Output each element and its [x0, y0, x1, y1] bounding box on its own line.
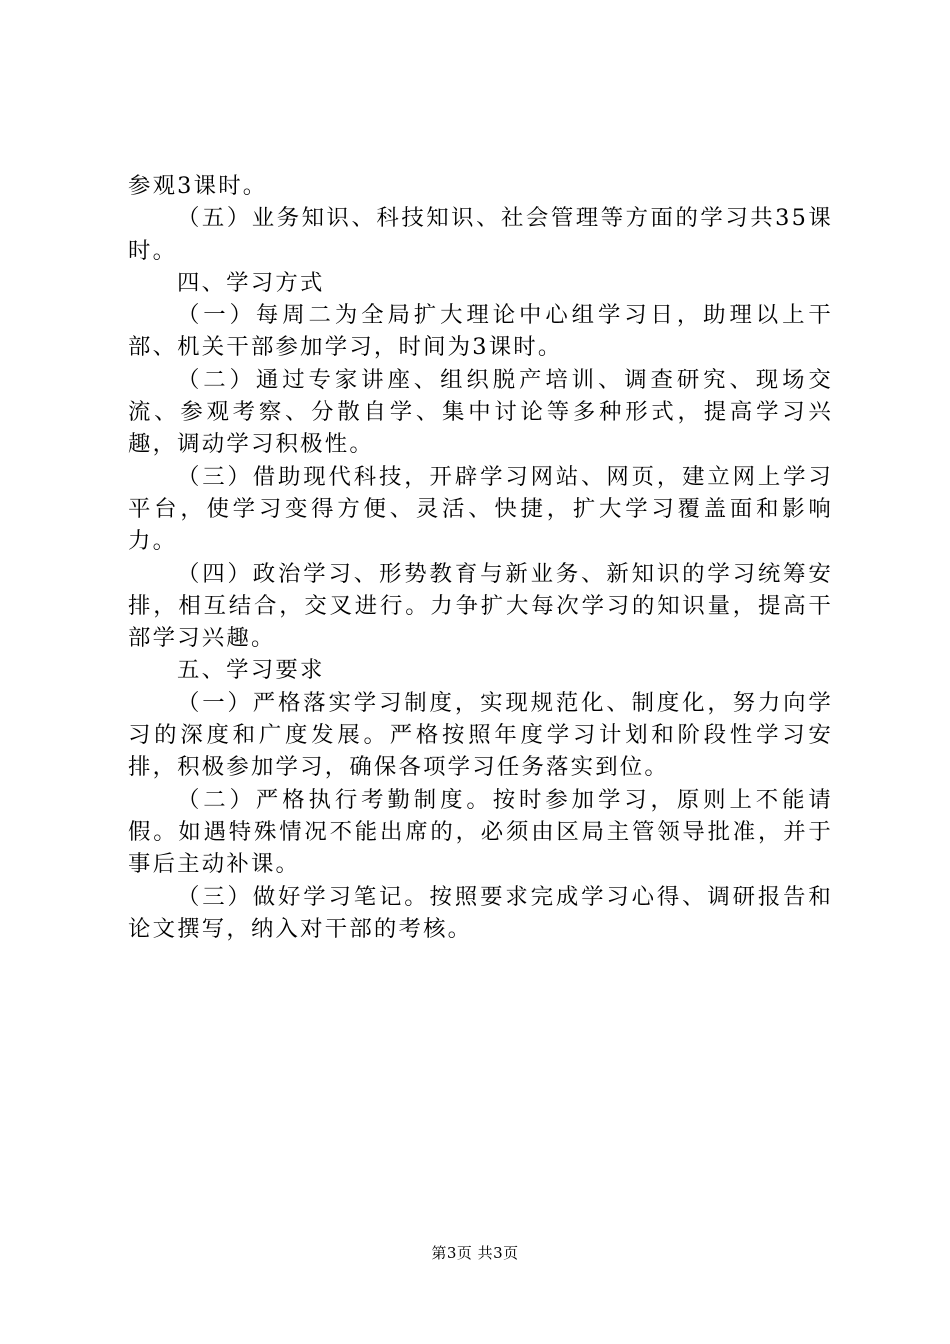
- page-footer: [0, 1243, 950, 1263]
- paragraph-requirement-three: （三）做好学习笔记。按照要求完成学习心得、调研报告和论文撰写，纳入对干部的考核。: [128, 883, 833, 942]
- document-body: [128, 170, 833, 945]
- paragraph-item-five-business-knowledge: （五）业务知识、科技知识、社会管理等方面的学习共35课时。: [128, 205, 833, 264]
- paragraph-method-three: （三）借助现代科技，开辟学习网站、网页，建立网上学习平台，使学习变得方便、灵活、快捷，扩大学习覆盖面和影响力。: [128, 463, 833, 555]
- section-heading-study-methods: 四、学习方式: [177, 269, 325, 296]
- paragraph-method-four: （四）政治学习、形势教育与新业务、新知识的学习统筹安排，相互结合，交叉进行。力争扩大每次学习的知识量，提高干部学习兴趣。: [128, 560, 833, 652]
- paragraph-continuation: 参观3课时。: [128, 173, 268, 199]
- paragraph-requirement-one: （一）严格落实学习制度，实现规范化、制度化，努力向学习的深度和广度发展。严格按照年度学习计划和阶段性学习安排，积极参加学习，确保各项学习任务落实到位。: [128, 689, 833, 781]
- page-number-label: 第3页 共3页: [431, 1244, 519, 1262]
- paragraph-requirement-two: （二）严格执行考勤制度。按时参加学习，原则上不能请假。如遇特殊情况不能出席的，必须由区局主管领导批准，并于事后主动补课。: [128, 786, 833, 878]
- paragraph-method-two: （二）通过专家讲座、组织脱产培训、调查研究、现场交流、参观考察、分散自学、集中讨论等多种形式，提高学习兴趣，调动学习积极性。: [128, 366, 833, 458]
- section-heading-study-requirements: 五、学习要求: [177, 657, 325, 684]
- paragraph-method-one: （一）每周二为全局扩大理论中心组学习日，助理以上干部、机关干部参加学习，时间为3课时。: [128, 302, 833, 361]
